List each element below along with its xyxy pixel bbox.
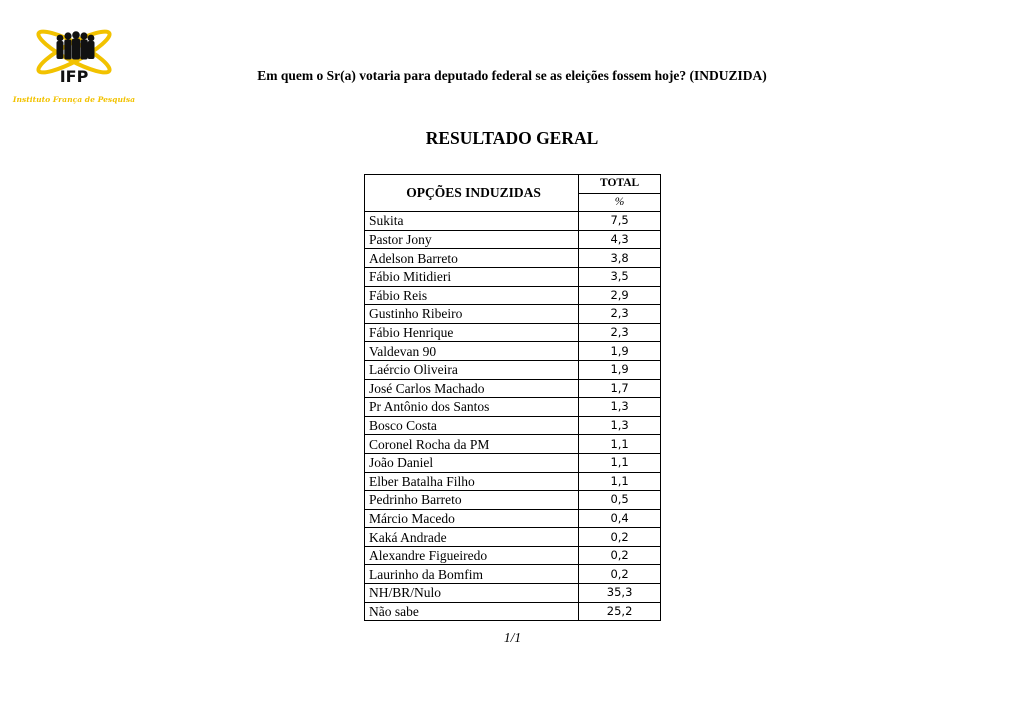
page-number: 1/1 — [503, 630, 522, 645]
option-percent: 2,3 — [579, 323, 661, 342]
option-name: Pedrinho Barreto — [365, 491, 579, 510]
option-percent: 0,4 — [579, 509, 661, 528]
option-name: Sukita — [365, 212, 579, 231]
header-unit: % — [579, 193, 661, 212]
option-percent: 0,2 — [579, 546, 661, 565]
option-percent: 1,1 — [579, 472, 661, 491]
table-row — [365, 212, 661, 231]
header-total: TOTAL — [579, 175, 661, 194]
option-name: Adelson Barreto — [365, 249, 579, 268]
option-name: Laércio Oliveira — [365, 360, 579, 379]
option-percent: 1,1 — [579, 453, 661, 472]
option-name: NH/BR/Nulo — [365, 584, 579, 603]
table-row — [365, 398, 661, 417]
table-row — [365, 230, 661, 249]
option-percent: 3,8 — [579, 249, 661, 268]
option-name: Coronel Rocha da PM — [365, 435, 579, 454]
option-name: Márcio Macedo — [365, 509, 579, 528]
ifp-logo-letters: IFP — [59, 67, 89, 86]
option-percent: 1,7 — [579, 379, 661, 398]
table-row — [365, 323, 661, 342]
table-row — [365, 305, 661, 324]
option-name: Pastor Jony — [365, 230, 579, 249]
option-percent: 2,9 — [579, 286, 661, 305]
table-row — [365, 472, 661, 491]
option-percent: 0,2 — [579, 565, 661, 584]
option-percent: 1,9 — [579, 360, 661, 379]
ifp-logo-tagline: Instituto França de Pesquisa — [12, 95, 136, 104]
option-percent: 7,5 — [579, 212, 661, 231]
table-body — [365, 212, 661, 621]
table-row — [365, 565, 661, 584]
survey-question-text: Em quem o Sr(a) votaria para deputado federal se as eleições fossem hoje? (INDUZIDA) — [257, 68, 767, 83]
table-row — [365, 491, 661, 510]
option-name: Fábio Henrique — [365, 323, 579, 342]
option-name: Gustinho Ribeiro — [365, 305, 579, 324]
table-row — [365, 342, 661, 361]
table-row — [365, 267, 661, 286]
table-row — [365, 360, 661, 379]
option-name: Alexandre Figueiredo — [365, 546, 579, 565]
option-percent: 0,2 — [579, 528, 661, 547]
option-name: Elber Batalha Filho — [365, 472, 579, 491]
option-percent: 2,3 — [579, 305, 661, 324]
table-row — [365, 286, 661, 305]
table-row — [365, 528, 661, 547]
table-row — [365, 546, 661, 565]
option-percent: 3,5 — [579, 267, 661, 286]
table-header-row — [365, 175, 661, 194]
option-name: João Daniel — [365, 453, 579, 472]
section-title: RESULTADO GERAL — [425, 128, 599, 148]
option-percent: 35,3 — [579, 584, 661, 603]
option-name: José Carlos Machado — [365, 379, 579, 398]
option-percent: 1,3 — [579, 416, 661, 435]
option-name: Pr Antônio dos Santos — [365, 398, 579, 417]
table-row — [365, 602, 661, 621]
option-percent: 0,5 — [579, 491, 661, 510]
option-name: Laurinho da Bomfim — [365, 565, 579, 584]
table-row — [365, 584, 661, 603]
option-name: Bosco Costa — [365, 416, 579, 435]
option-name: Fábio Reis — [365, 286, 579, 305]
option-percent: 4,3 — [579, 230, 661, 249]
table-row — [365, 509, 661, 528]
table-row — [365, 416, 661, 435]
option-percent: 1,9 — [579, 342, 661, 361]
option-percent: 1,1 — [579, 435, 661, 454]
option-name: Valdevan 90 — [365, 342, 579, 361]
option-percent: 1,3 — [579, 398, 661, 417]
table-row — [365, 435, 661, 454]
option-percent: 25,2 — [579, 602, 661, 621]
table-row — [365, 453, 661, 472]
table-row — [365, 249, 661, 268]
header-options: OPÇÕES INDUZIDAS — [365, 175, 579, 212]
option-name: Kaká Andrade — [365, 528, 579, 547]
option-name: Fábio Mitidieri — [365, 267, 579, 286]
option-name: Não sabe — [365, 602, 579, 621]
table-row — [365, 379, 661, 398]
survey-question — [0, 68, 1024, 84]
results-table — [364, 174, 661, 621]
